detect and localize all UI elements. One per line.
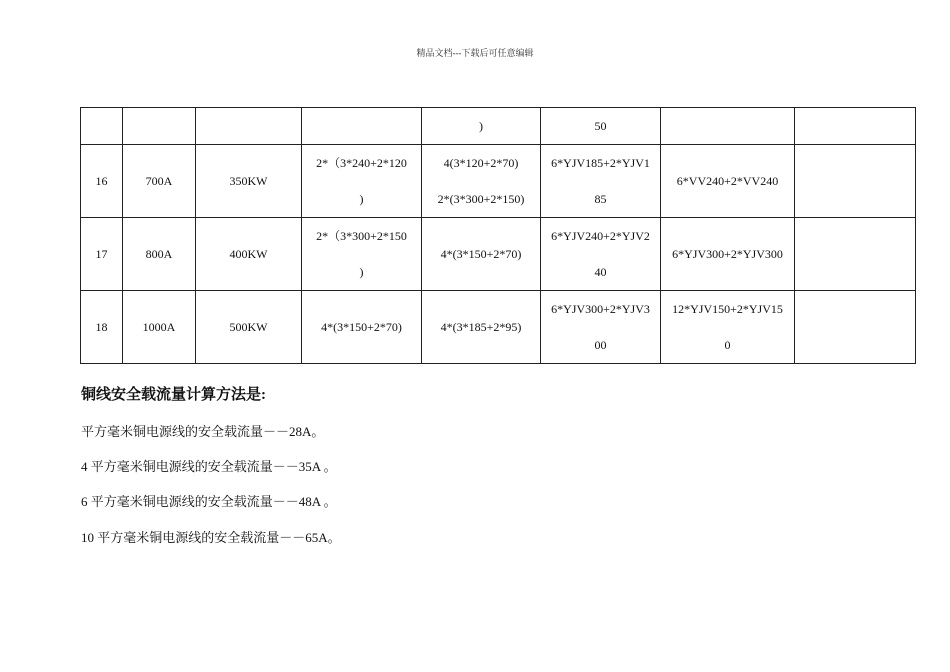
cell-text: 350KW	[229, 174, 268, 188]
cell-text: )	[359, 192, 364, 206]
table-cell	[81, 145, 123, 218]
table-cell	[302, 108, 422, 145]
paragraph-line: 平方毫米铜电源线的安全载流量－－28A。	[81, 424, 325, 439]
cell-text: )	[479, 119, 483, 133]
cell-text: 6*YJV240+2*YJV2	[551, 229, 650, 243]
table-cell	[541, 108, 661, 145]
cable-spec-table	[80, 107, 916, 364]
cell-text	[795, 309, 915, 345]
table-row	[81, 145, 916, 218]
cell-text	[81, 108, 122, 144]
table-cell	[196, 108, 302, 145]
table-cell	[422, 218, 541, 291]
table-cell	[81, 218, 123, 291]
cell-text: 4(3*120+2*70)	[443, 156, 519, 170]
cell-text	[302, 108, 421, 144]
page-header: 精品文档---下载后可任意编辑	[416, 48, 534, 58]
cell-text: 12*YJV150+2*YJV15	[672, 302, 783, 316]
table-cell	[661, 145, 795, 218]
cell-text: 17	[95, 247, 108, 261]
cell-text: 50	[594, 119, 607, 133]
table-cell	[81, 108, 123, 145]
cell-text: )	[359, 265, 364, 279]
cell-text: 400KW	[229, 247, 268, 261]
cell-text: 6*YJV300+2*YJV3	[551, 302, 650, 316]
cell-text	[123, 108, 195, 144]
cell-text	[795, 108, 915, 144]
cell-text: 4*(3*185+2*95)	[440, 320, 522, 334]
cell-text: 500KW	[229, 320, 268, 334]
cell-text: 1000A	[142, 320, 176, 334]
section-heading: 铜线安全载流量计算方法是:	[81, 387, 266, 403]
cell-text	[795, 163, 915, 199]
cell-text: 40	[594, 265, 607, 279]
table-cell	[123, 218, 196, 291]
cell-text: 16	[95, 174, 108, 188]
cell-text: 0	[724, 338, 731, 352]
table-cell	[196, 145, 302, 218]
cell-text: 00	[594, 338, 607, 352]
cell-text: 4*(3*150+2*70)	[440, 247, 522, 261]
cell-text: 2*（3*300+2*150	[316, 229, 407, 243]
paragraph-line: 4 平方毫米铜电源线的安全载流量－－35A 。	[81, 459, 337, 474]
table-cell	[422, 108, 541, 145]
table-cell	[302, 145, 422, 218]
table-cell	[661, 108, 795, 145]
cell-text: 18	[95, 320, 108, 334]
table-row	[81, 108, 916, 145]
cell-text: 800A	[145, 247, 173, 261]
table-cell	[541, 218, 661, 291]
table-cell	[795, 108, 916, 145]
cell-text: 700A	[145, 174, 173, 188]
cell-text	[661, 108, 794, 144]
cell-text: 4*(3*150+2*70)	[321, 320, 402, 334]
cell-text: 6*YJV185+2*YJV1	[551, 156, 650, 170]
table-cell	[541, 291, 661, 364]
table-cell	[795, 291, 916, 364]
table-cell	[302, 218, 422, 291]
table-cell	[661, 291, 795, 364]
table-cell	[795, 218, 916, 291]
table-cell	[422, 145, 541, 218]
table-cell	[123, 108, 196, 145]
cell-text	[795, 236, 915, 272]
cell-text: 85	[594, 192, 607, 206]
cell-text: 6*VV240+2*VV240	[676, 174, 779, 188]
table-row	[81, 218, 916, 291]
table-cell	[795, 145, 916, 218]
paragraph-line: 10 平方毫米铜电源线的安全载流量－－65A。	[81, 530, 341, 545]
cell-text: 2*(3*300+2*150)	[437, 192, 525, 206]
table-cell	[302, 291, 422, 364]
table-cell	[123, 145, 196, 218]
cell-text	[196, 108, 301, 144]
table-row	[81, 291, 916, 364]
table-cell	[196, 291, 302, 364]
paragraph-line: 6 平方毫米铜电源线的安全载流量－－48A 。	[81, 494, 337, 509]
table-cell	[81, 291, 123, 364]
table-cell	[541, 145, 661, 218]
cell-text: 6*YJV300+2*YJV300	[672, 247, 783, 261]
table-cell	[661, 218, 795, 291]
table-cell	[123, 291, 196, 364]
table-cell	[422, 291, 541, 364]
table-cell	[196, 218, 302, 291]
cell-text: 2*（3*240+2*120	[316, 156, 407, 170]
